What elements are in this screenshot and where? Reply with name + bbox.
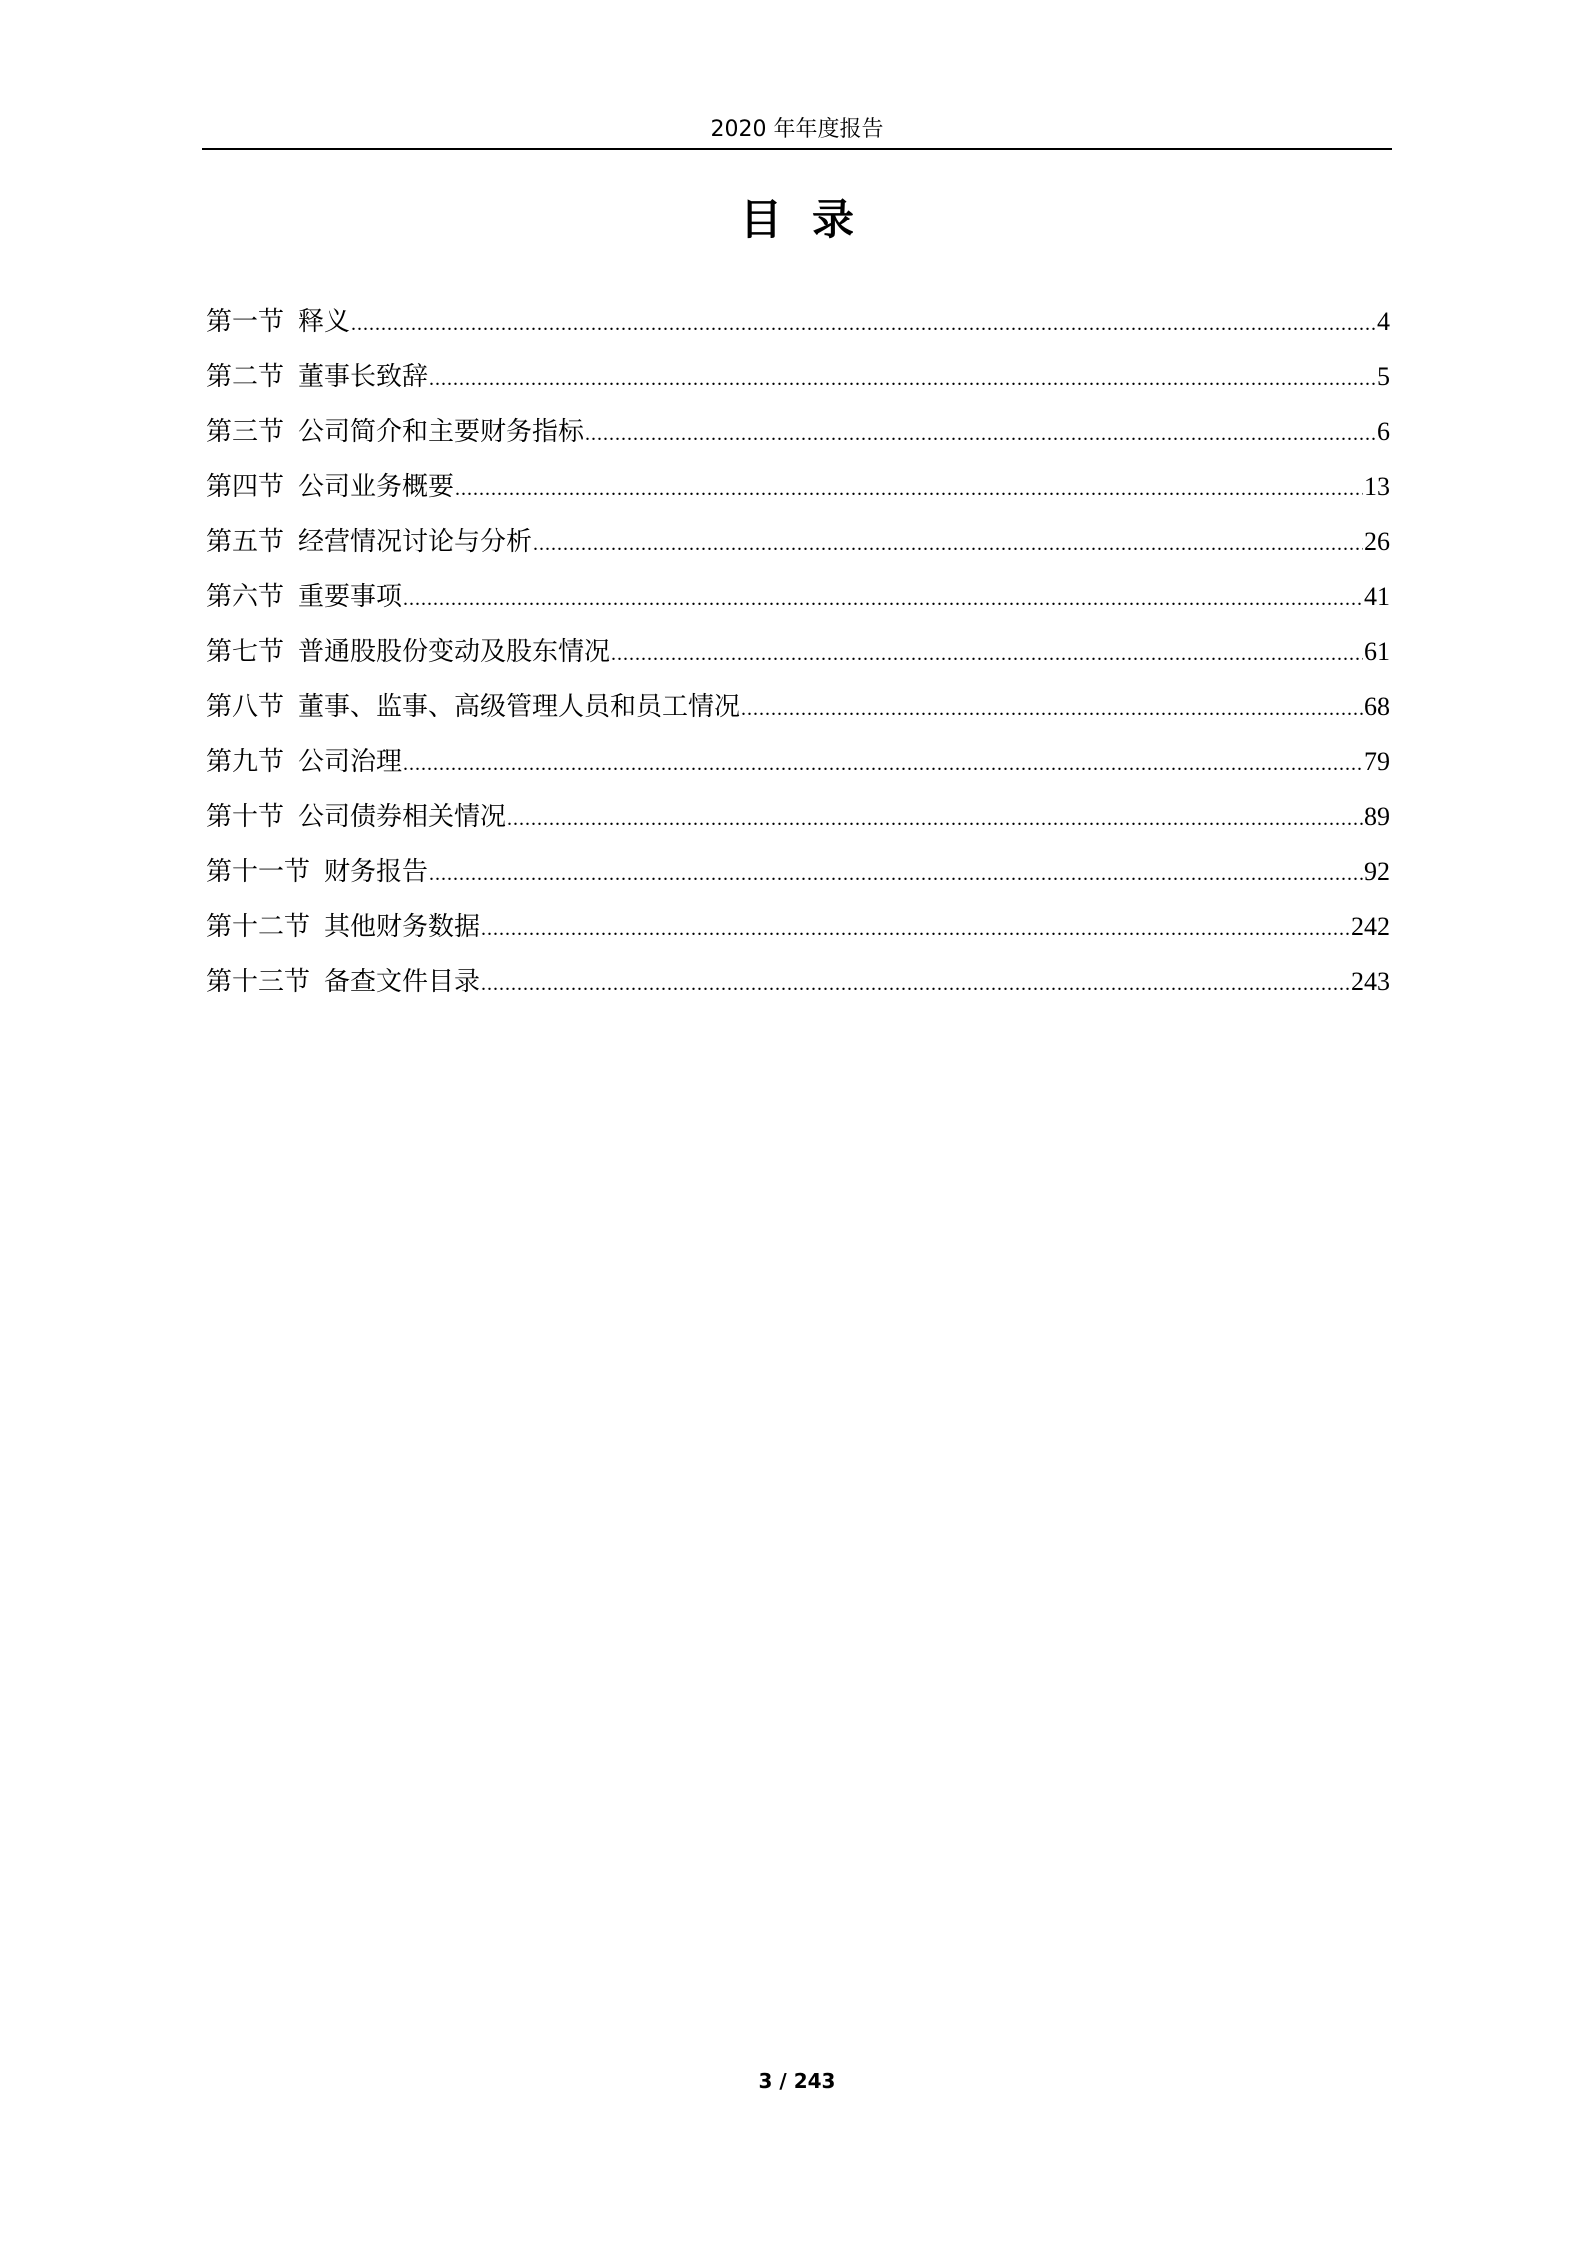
- toc-title: 目录: [739, 195, 884, 244]
- toc-section-title: 经营情况讨论与分析: [298, 527, 533, 557]
- toc-entry-section-7[interactable]: [206, 624, 1390, 679]
- toc-dot-leader: [481, 957, 1350, 1012]
- toc-dot-leader: [403, 572, 1363, 627]
- toc-section-number: 第十节: [206, 802, 285, 832]
- toc-section-title: 财务报告: [324, 857, 429, 887]
- toc-dot-leader: [403, 737, 1363, 792]
- page-indicator: 3 / 243: [758, 2069, 836, 2093]
- toc-dot-leader: [429, 847, 1363, 902]
- toc-page-number: 243: [1351, 967, 1390, 996]
- toc-section-number: 第四节: [206, 472, 285, 502]
- toc-page-number: 242: [1351, 912, 1390, 941]
- toc-section-number: 第二节: [206, 362, 285, 392]
- toc-section-title: 重要事项: [298, 582, 403, 612]
- toc-dot-leader: [585, 407, 1376, 462]
- toc-entry-section-13[interactable]: [206, 954, 1390, 1009]
- toc-section-number: 第八节: [206, 692, 285, 722]
- toc-section-title: 其他财务数据: [324, 912, 481, 942]
- toc-section-number: 第三节: [206, 417, 285, 447]
- toc-page-number: 92: [1364, 857, 1390, 886]
- toc-section-title: 董事、监事、高级管理人员和员工情况: [298, 692, 741, 722]
- toc-section-title: 公司债券相关情况: [298, 802, 507, 832]
- toc-dot-leader: [351, 297, 1376, 352]
- toc-entry-section-11[interactable]: [206, 844, 1390, 899]
- toc-dot-leader: [507, 792, 1363, 847]
- toc-section-title: 公司治理: [298, 747, 403, 777]
- toc-section-title: 公司简介和主要财务指标: [298, 417, 585, 447]
- toc-section-title: 公司业务概要: [298, 472, 455, 502]
- toc-page-number: 26: [1364, 527, 1390, 556]
- toc-section-number: 第五节: [206, 527, 285, 557]
- toc-page-number: 6: [1377, 417, 1390, 446]
- toc-entry-section-4[interactable]: [206, 459, 1390, 514]
- toc-section-number: 第十三节: [206, 967, 311, 997]
- toc-dot-leader: [481, 902, 1350, 957]
- toc-section-title: 释义: [298, 307, 351, 337]
- toc-entry-section-8[interactable]: [206, 679, 1390, 734]
- toc-page-number: 41: [1364, 582, 1390, 611]
- toc-section-number: 第六节: [206, 582, 285, 612]
- toc-dot-leader: [429, 352, 1376, 407]
- toc-section-number: 第一节: [206, 307, 285, 337]
- toc-entry-section-9[interactable]: [206, 734, 1390, 789]
- toc-entry-section-5[interactable]: [206, 514, 1390, 569]
- toc-entry-section-2[interactable]: [206, 349, 1390, 404]
- toc-entry-section-10[interactable]: [206, 789, 1390, 844]
- toc-section-number: 第十二节: [206, 912, 311, 942]
- toc-page-number: 4: [1377, 307, 1390, 336]
- table-of-contents: [206, 294, 1390, 1009]
- toc-section-title: 董事长致辞: [298, 362, 429, 392]
- page-header: 2020 年年度报告: [710, 117, 884, 142]
- toc-dot-leader: [533, 517, 1363, 572]
- toc-page-number: 79: [1364, 747, 1390, 776]
- toc-section-number: 第七节: [206, 637, 285, 667]
- toc-page-number: 89: [1364, 802, 1390, 831]
- toc-dot-leader: [455, 462, 1363, 517]
- toc-entry-section-1[interactable]: [206, 294, 1390, 349]
- toc-page-number: 68: [1364, 692, 1390, 721]
- toc-page-number: 5: [1377, 362, 1390, 391]
- toc-page-number: 61: [1364, 637, 1390, 666]
- toc-section-title: 备查文件目录: [324, 967, 481, 997]
- toc-section-number: 第九节: [206, 747, 285, 777]
- toc-section-number: 第十一节: [206, 857, 311, 887]
- toc-entry-section-3[interactable]: [206, 404, 1390, 459]
- toc-entry-section-6[interactable]: [206, 569, 1390, 624]
- toc-section-title: 普通股股份变动及股东情况: [298, 637, 611, 667]
- toc-dot-leader: [741, 682, 1363, 737]
- toc-dot-leader: [611, 627, 1363, 682]
- toc-page-number: 13: [1364, 472, 1390, 501]
- toc-entry-section-12[interactable]: [206, 899, 1390, 954]
- header-divider: [202, 148, 1392, 150]
